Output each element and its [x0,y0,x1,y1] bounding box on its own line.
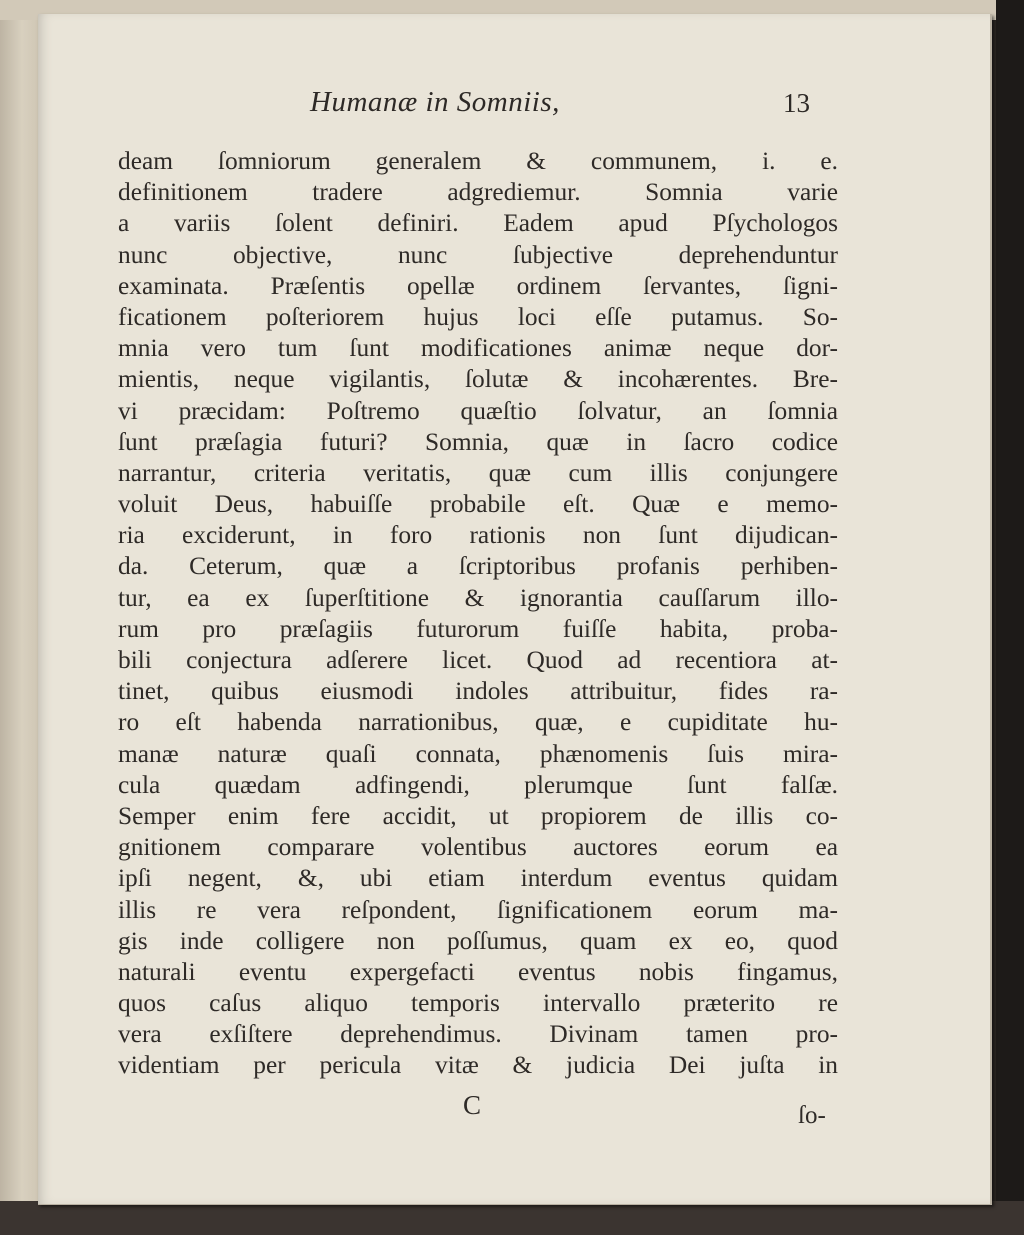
text-line: da. Ceterum, quæ a ſcriptoribus profanis perhiben- [118,552,838,581]
page-footer [118,1090,838,1130]
library-stamp-middle [278,1128,328,1146]
text-line: rum pro præſagiis futurorum fuiſſe habita, proba- [118,614,838,643]
text-line: ria exciderunt, in foro rationis non ſunt dijudican- [118,521,838,550]
text-line: ro eſt habenda narrationibus, quæ, e cupiditate hu- [118,708,838,737]
text-line: ſunt præſagia futuri? Somnia, quæ in ſacro codice [118,427,838,456]
running-title: Humanæ in Somniis, [310,86,560,118]
text-line: gnitionem comparare volentibus auctores eorum ea [118,833,838,862]
text-line: a variis ſolent definiri. Eadem apud Pſychologos [118,209,838,238]
text-line: gis inde colligere non poſſumus, quam ex eo, quod [118,926,838,955]
page-number: 13 [783,88,810,118]
book-right-edge [996,0,1024,1235]
catchword: ſo- [798,1102,826,1129]
text-line: tur, ea ex ſuperſtitione & ignorantia cauſſarum illo- [118,583,838,612]
text-line: bili conjectura adſerere licet. Quod ad recentiora at- [118,646,838,674]
book-bottom-edge [0,1201,1024,1235]
text-line: ipſi negent, &, ubi etiam interdum eventus quidam [118,864,838,893]
text-line: definitionem tradere adgrediemur. Somnia varie [118,178,838,207]
text-line: examinata. Præſentis opellæ ordinem ſervantes, ſigni- [118,271,838,300]
text-line: mnia vero tum ſunt modificationes animæ neque dor- [118,334,838,363]
signature-mark: C [463,1090,482,1120]
text-line: nunc objective, nunc ſubjective deprehenduntur [118,240,838,269]
text-line: quos caſus aliquo temporis intervallo præterito re [118,989,838,1018]
text-line: naturali eventu expergefacti eventus nobis fingamus, [118,957,838,986]
text-line: deam ſomniorum generalem & communem, i. e. [118,147,838,175]
text-line: ficationem poſteriorem hujus loci eſſe putamus. So- [118,302,838,331]
text-line: illis re vera reſpondent, ſignificationem eorum ma- [118,895,838,924]
text-line: voluit Deus, habuiſſe probabile eſt. Quæ e memo- [118,490,838,519]
text-line: videntiam per pericula vitæ & judicia Dei juſta in [118,1051,838,1080]
text-line: vi præcidam: Poſtremo quæſtio ſolvatur, an ſomnia [118,396,838,425]
text-line: vera exſiſtere deprehendimus. Divinam tamen pro- [118,1020,838,1049]
page-header [38,86,990,126]
library-stamp-left [108,1128,188,1146]
text-line: narrantur, criteria veritatis, quæ cum illis conjungere [118,458,838,487]
book-spine-shadow [0,0,40,1235]
text-line: cula quædam adfingendi, plerumque ſunt falſæ. [118,770,838,799]
text-line: mientis, neque vigilantis, ſolutæ & incohærentes. Bre- [118,365,838,394]
text-line: tinet, quibus eiusmodi indoles attribuitur, fides ra- [118,677,838,706]
body-text [118,146,838,1082]
text-line: manæ naturæ quaſi connata, phænomenis ſuis mira- [118,739,838,768]
text-line: Semper enim fere accidit, ut propiorem de illis co- [118,801,838,830]
book-page [38,14,992,1205]
